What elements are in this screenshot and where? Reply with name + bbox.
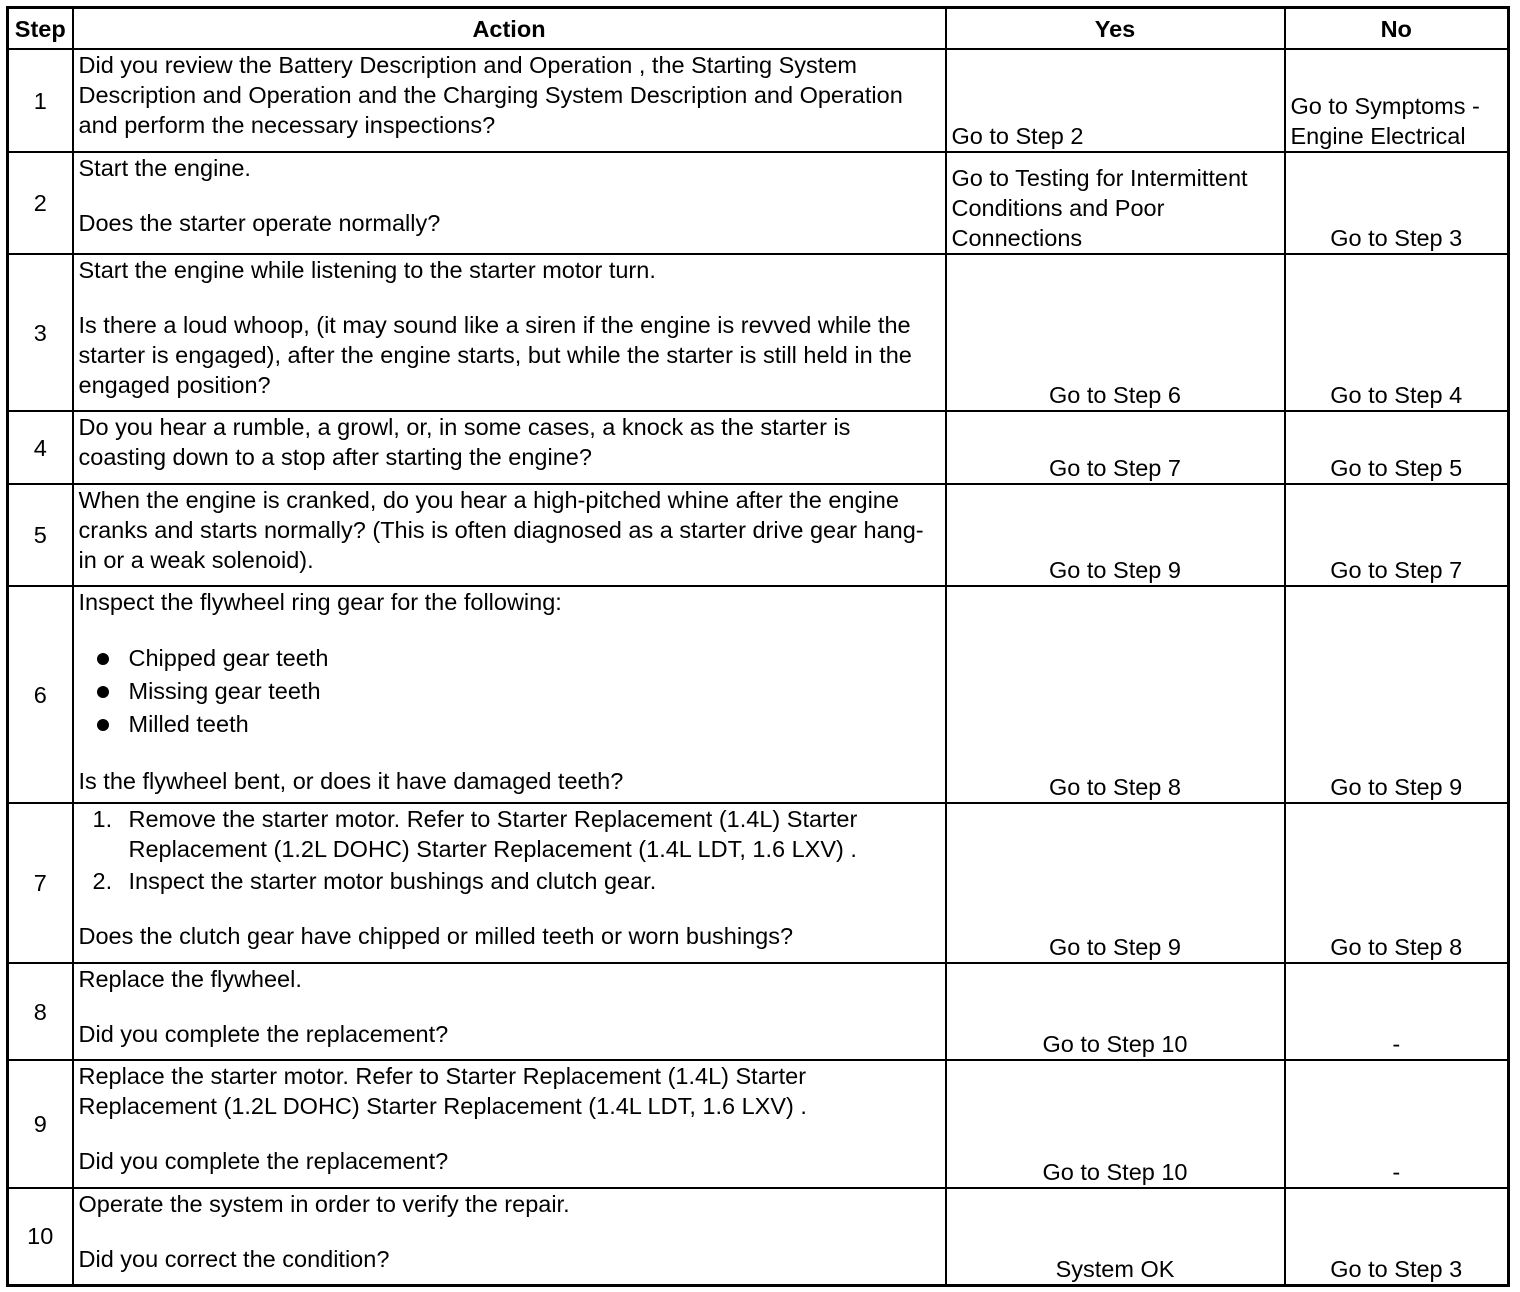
step-number: 10 (8, 1188, 73, 1285)
action-text: Operate the system in order to verify the repair. (78, 1191, 570, 1217)
table-row (8, 152, 1509, 254)
step-number: 7 (8, 803, 73, 963)
action-cell (73, 484, 946, 586)
action-text: Did you review the Battery Description and Operation , the Starting System Description and Operation and the Charging System Description and Operation and perform the necessary inspections? (78, 52, 903, 138)
table-row (8, 411, 1509, 484)
no-cell: Go to Symptoms - Engine Electrical (1285, 49, 1509, 152)
action-cell (73, 586, 946, 803)
list-item-text: Inspect the starter motor bushings and clutch gear. (128, 868, 657, 894)
step-number: 6 (8, 586, 73, 803)
step-number: 8 (8, 963, 73, 1060)
action-question: Did you complete the replacement? (78, 1148, 449, 1174)
action-question: Did you complete the replacement? (78, 1021, 449, 1047)
action-question: When the engine is cranked, do you hear a high-pitched whine after the engine cranks and starts normally? (This is often diagnosed as a starter drive gear hang-in or a weak solenoid). (78, 487, 924, 573)
step-number: 9 (8, 1060, 73, 1188)
no-cell: Go to Step 7 (1285, 484, 1509, 586)
spacer (79, 285, 940, 310)
action-text: Inspect the flywheel ring gear for the following: (78, 589, 562, 615)
bullet-list (79, 642, 940, 741)
list-item-text: Missing gear teeth (128, 678, 321, 704)
yes-cell: Go to Testing for Intermittent Conditions and Poor Connections (946, 152, 1285, 254)
step-number: 5 (8, 484, 73, 586)
header-action: Action (73, 8, 946, 50)
table-row (8, 586, 1509, 803)
table-row (8, 254, 1509, 411)
action-cell (73, 963, 946, 1060)
list-item (79, 642, 940, 675)
list-item (79, 866, 940, 896)
step-number: 1 (8, 49, 73, 152)
list-item (79, 675, 940, 708)
action-text: Start the engine while listening to the starter motor turn. (78, 257, 656, 283)
action-cell (73, 1188, 946, 1285)
header-no: No (1285, 8, 1509, 50)
spacer (79, 741, 940, 766)
no-cell: Go to Step 3 (1285, 1188, 1509, 1285)
no-cell: - (1285, 963, 1509, 1060)
action-question: Did you correct the condition? (78, 1246, 390, 1272)
no-cell: Go to Step 8 (1285, 803, 1509, 963)
no-cell: - (1285, 1060, 1509, 1188)
action-question: Does the starter operate normally? (78, 210, 441, 236)
no-cell: Go to Step 4 (1285, 254, 1509, 411)
table-row (8, 803, 1509, 963)
action-text: Start the engine. (78, 155, 251, 181)
header-step: Step (8, 8, 73, 50)
bullet-icon (97, 686, 109, 698)
step-number: 4 (8, 411, 73, 484)
diagnostic-table (6, 6, 1510, 1287)
table-row (8, 1188, 1509, 1285)
spacer (79, 994, 940, 1019)
action-cell (73, 49, 946, 152)
spacer (79, 1121, 940, 1146)
bullet-icon (97, 719, 109, 731)
yes-cell: Go to Step 8 (946, 586, 1285, 803)
table-row (8, 1060, 1509, 1188)
bullet-icon (97, 653, 109, 665)
action-question: Do you hear a rumble, a growl, or, in some cases, a knock as the starter is coasting down to a stop after starting the engine? (78, 414, 851, 470)
action-cell (73, 254, 946, 411)
yes-cell: Go to Step 2 (946, 49, 1285, 152)
list-number: 2. (92, 868, 113, 894)
step-number: 3 (8, 254, 73, 411)
no-cell: Go to Step 3 (1285, 152, 1509, 254)
table-row (8, 484, 1509, 586)
yes-cell: Go to Step 10 (946, 963, 1285, 1060)
list-item-text: Remove the starter motor. Refer to Starter Replacement (1.4L) Starter Replacement (1.2L DOHC) Starter Replacement (1.4L LDT, 1.6 LXV) . (128, 806, 858, 862)
no-cell: Go to Step 9 (1285, 586, 1509, 803)
action-question: Is there a loud whoop, (it may sound like a siren if the engine is revved while the starter is engaged), after the engine starts, but while the starter is still held in the engaged position? (78, 312, 912, 398)
action-cell (73, 411, 946, 484)
header-row (8, 8, 1509, 50)
yes-cell: Go to Step 9 (946, 484, 1285, 586)
yes-cell: System OK (946, 1188, 1285, 1285)
yes-cell: Go to Step 10 (946, 1060, 1285, 1188)
list-item-text: Chipped gear teeth (128, 645, 329, 671)
list-item-text: Milled teeth (128, 711, 249, 737)
action-cell (73, 803, 946, 963)
yes-cell: Go to Step 7 (946, 411, 1285, 484)
table-row (8, 49, 1509, 152)
yes-cell: Go to Step 6 (946, 254, 1285, 411)
no-cell: Go to Step 5 (1285, 411, 1509, 484)
action-text: Replace the flywheel. (78, 966, 302, 992)
spacer (79, 617, 940, 642)
action-cell (73, 152, 946, 254)
list-number: 1. (92, 806, 113, 832)
step-number: 2 (8, 152, 73, 254)
numbered-list (79, 804, 940, 896)
action-cell (73, 1060, 946, 1188)
yes-cell: Go to Step 9 (946, 803, 1285, 963)
action-text: Replace the starter motor. Refer to Starter Replacement (1.4L) Starter Replacement (1.2L DOHC) Starter Replacement (1.4L LDT, 1.6 LXV) . (78, 1063, 807, 1119)
list-item (79, 804, 940, 864)
action-question: Is the flywheel bent, or does it have damaged teeth? (78, 768, 624, 794)
list-item (79, 708, 940, 741)
spacer (79, 183, 940, 208)
table-row (8, 963, 1509, 1060)
spacer (79, 896, 940, 921)
action-question: Does the clutch gear have chipped or milled teeth or worn bushings? (78, 923, 794, 949)
spacer (79, 1219, 940, 1244)
header-yes: Yes (946, 8, 1285, 50)
